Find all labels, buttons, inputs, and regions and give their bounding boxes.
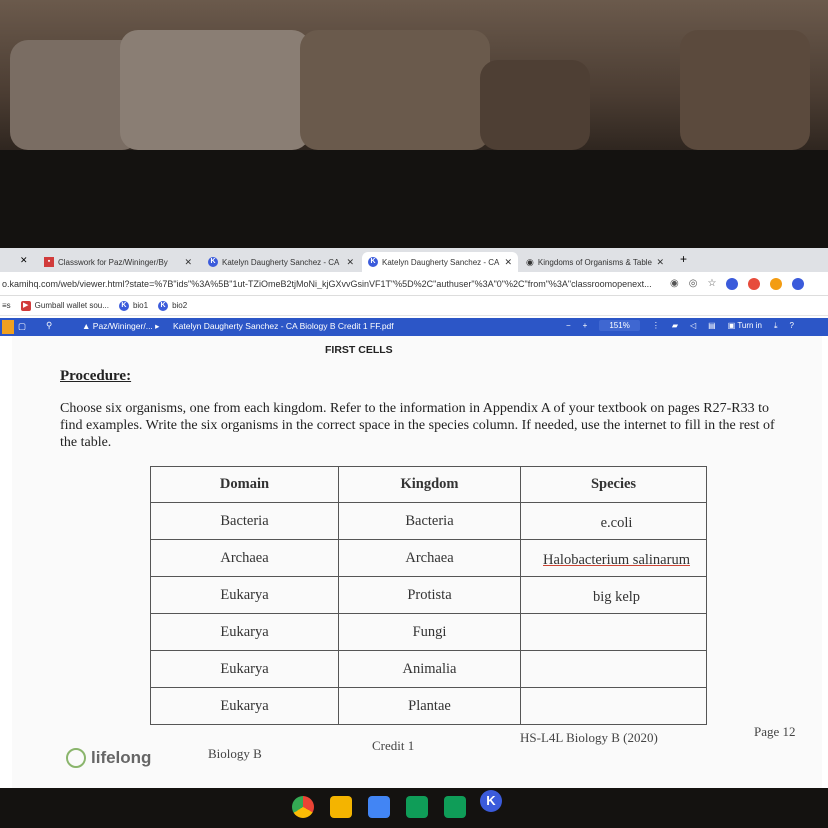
tab-kami-2[interactable] xyxy=(362,252,518,272)
species-cell[interactable]: big kelp xyxy=(521,577,707,614)
bookmark-label: bio2 xyxy=(172,301,188,310)
background-room-photo xyxy=(0,0,828,160)
extension-icon[interactable] xyxy=(792,278,804,290)
column-header-species: Species xyxy=(521,467,707,503)
drive-breadcrumb[interactable]: ▲ Paz/Wininger/... ▸ xyxy=(82,321,160,331)
tab-label: Katelyn Daugherty Sanchez - CA xyxy=(222,257,340,267)
kami-extension-icon[interactable] xyxy=(726,278,738,290)
close-icon[interactable]: ✕ xyxy=(184,256,192,267)
extension-icon[interactable] xyxy=(748,278,760,290)
screen xyxy=(0,248,828,788)
bookmark-bio2[interactable] xyxy=(158,301,187,311)
close-icon[interactable]: ✕ xyxy=(504,256,512,267)
kingdom-cell: Fungi xyxy=(339,614,521,651)
kami-icon: K xyxy=(119,301,129,311)
globe-icon: ◉ xyxy=(526,256,534,267)
zoom-out-button[interactable]: − xyxy=(566,321,571,330)
kingdom-cell: Plantae xyxy=(339,688,521,725)
sidebar-toggle-icon[interactable]: ▢ xyxy=(18,321,27,331)
zoom-in-button[interactable]: + xyxy=(582,321,588,330)
laptop-bezel xyxy=(0,150,828,248)
kami-icon: K xyxy=(368,257,378,267)
youtube-icon: ▶ xyxy=(21,301,31,311)
footer-course: Biology B xyxy=(208,746,262,761)
sheets-icon[interactable] xyxy=(444,796,466,818)
tab-label: Kingdoms of Organisms & Table xyxy=(537,257,652,267)
tab-label: Classwork for Paz/Wininger/By xyxy=(58,257,168,267)
bookmark-gumball[interactable] xyxy=(21,301,109,311)
kingdom-cell: Protista xyxy=(339,577,521,614)
species-cell[interactable] xyxy=(521,651,707,688)
footer-page: Page 12 xyxy=(754,724,796,739)
chromeos-shelf xyxy=(0,788,828,828)
docs-icon[interactable] xyxy=(368,796,390,818)
table-header-row xyxy=(151,467,707,503)
tab-kami-1[interactable] xyxy=(202,252,360,272)
close-icon[interactable]: ✕ xyxy=(20,255,28,265)
species-cell[interactable]: Halobacterium salinarum xyxy=(521,540,707,577)
share-icon[interactable]: ◁ xyxy=(689,321,697,330)
tab-label: Katelyn Daugherty Sanchez - CA xyxy=(382,257,500,267)
kami-icon: K xyxy=(208,257,218,267)
file-title: Katelyn Daugherty Sanchez - CA Biology B Credit 1 FF.pdf xyxy=(173,321,394,331)
kami-logo[interactable] xyxy=(2,320,14,334)
turn-in-button[interactable]: ▣ Turn in xyxy=(727,321,762,330)
bookmark-bio1[interactable] xyxy=(119,301,148,311)
new-tab-button[interactable]: + xyxy=(680,252,688,266)
domain-cell: Eukarya xyxy=(151,614,339,651)
page-heading: FIRST CELLS xyxy=(325,344,393,356)
close-icon[interactable]: ✕ xyxy=(656,256,664,267)
browser-tab-bar xyxy=(0,248,828,272)
table-row xyxy=(151,614,707,651)
species-cell[interactable] xyxy=(521,614,707,651)
species-cell[interactable]: e.coli xyxy=(521,503,707,540)
turn-in-label: Turn in xyxy=(737,321,762,330)
tab-kingdoms[interactable] xyxy=(520,252,670,272)
tab-classwork[interactable] xyxy=(38,252,198,272)
download-icon[interactable]: ⤓ xyxy=(773,320,778,330)
column-header-domain: Domain xyxy=(151,467,339,503)
print-icon[interactable]: ▤ xyxy=(708,321,716,330)
chrome-icon[interactable] xyxy=(292,796,314,818)
logo-text: lifelong xyxy=(91,748,152,767)
procedure-heading: Procedure: xyxy=(60,368,132,384)
kingdom-cell: Bacteria xyxy=(339,503,521,540)
location-icon[interactable]: ◉ xyxy=(670,278,679,289)
extension-icon[interactable]: ◎ xyxy=(688,278,698,289)
kami-icon: K xyxy=(158,301,168,311)
star-icon[interactable]: ☆ xyxy=(707,278,717,289)
domain-cell: Eukarya xyxy=(151,688,339,725)
bookmarks-bar xyxy=(0,296,828,316)
help-icon[interactable]: ? xyxy=(789,321,794,330)
lifelong-logo xyxy=(66,748,151,768)
domain-cell: Eukarya xyxy=(151,651,339,688)
close-icon[interactable]: ✕ xyxy=(346,256,354,267)
kami-app-icon[interactable]: K xyxy=(480,790,502,812)
address-bar[interactable] xyxy=(0,272,828,296)
table-row xyxy=(151,651,707,688)
kingdom-cell: Animalia xyxy=(339,651,521,688)
species-cell[interactable] xyxy=(521,688,707,725)
table-row xyxy=(151,577,707,614)
column-header-kingdom: Kingdom xyxy=(339,467,521,503)
leaf-icon xyxy=(66,748,86,768)
bookmark-label: Gumball wallet sou... xyxy=(34,301,109,310)
instructions-paragraph: Choose six organisms, one from each kingdom. Refer to the information in Appendix A of your textbook on pages R27-R33 to find examples. Write the six organisms in the correct space in the species column. If needed, use the internet to fill in the rest of the table. xyxy=(60,401,775,450)
domain-cell: Bacteria xyxy=(151,503,339,540)
organisms-table xyxy=(150,466,707,725)
domain-cell: Eukarya xyxy=(151,577,339,614)
search-icon[interactable]: ⚲ xyxy=(46,320,53,330)
kami-toolbar xyxy=(0,318,828,336)
bookmark-label: bio1 xyxy=(132,301,149,310)
breadcrumb-label: Paz/Wininger/... xyxy=(92,321,153,331)
table-row xyxy=(151,503,707,540)
url-text: o.kamihq.com/web/viewer.html?state=%7B"ids"%3A%5B"1ut-TZiOmeB2tjMoNi_kjGXvvGsinVF1T"%5D%2C"authuser"%3A"0"%2C"from"%3A"classroomopenext... xyxy=(2,278,652,289)
extension-icon[interactable] xyxy=(770,278,782,290)
drive-icon[interactable] xyxy=(406,796,428,818)
apps-icon[interactable]: ≡s xyxy=(2,301,11,310)
zoom-level[interactable]: 151% xyxy=(599,320,639,331)
pdf-page xyxy=(12,336,822,788)
slides-icon[interactable] xyxy=(330,796,352,818)
footer-code: HS-L4L Biology B (2020) xyxy=(520,730,658,745)
drive-icon: ▲ xyxy=(82,321,91,331)
domain-cell: Archaea xyxy=(151,540,339,577)
classroom-icon: ▪ xyxy=(44,257,54,267)
footer-credit: Credit 1 xyxy=(372,738,415,753)
kingdom-cell: Archaea xyxy=(339,540,521,577)
more-icon[interactable]: ⋮ xyxy=(651,321,660,330)
table-row xyxy=(151,688,707,725)
folder-icon[interactable]: ▰ xyxy=(671,321,678,330)
table-row xyxy=(151,540,707,577)
